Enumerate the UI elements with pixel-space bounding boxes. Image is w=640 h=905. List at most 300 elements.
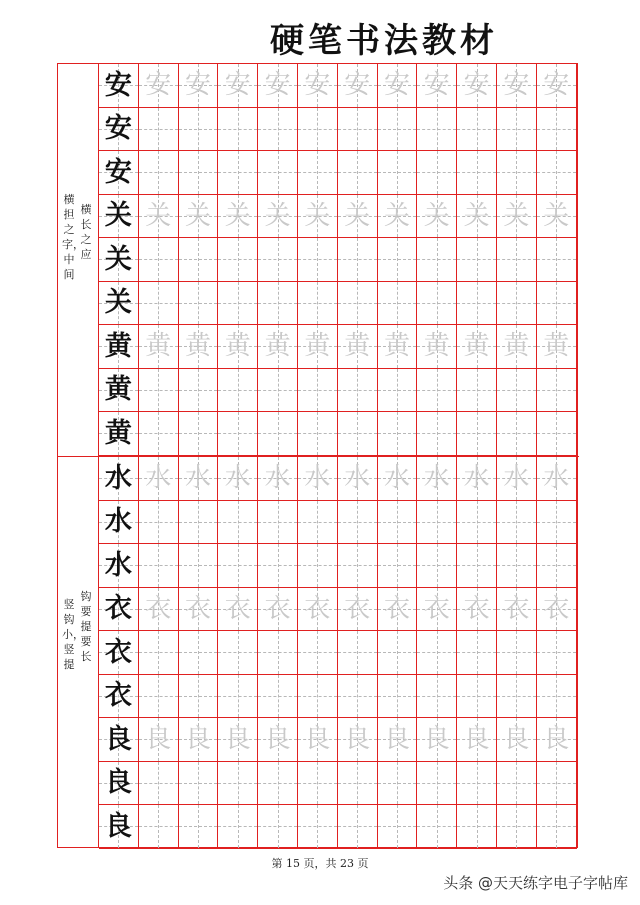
trace-character: 安 xyxy=(463,70,490,101)
practice-cell xyxy=(298,501,338,545)
model-character: 水 xyxy=(104,462,132,494)
practice-cell xyxy=(457,718,497,762)
practice-cell xyxy=(298,151,338,195)
trace-character: 良 xyxy=(543,724,570,755)
practice-cell xyxy=(378,805,418,849)
practice-cell xyxy=(497,64,537,108)
practice-cell xyxy=(457,805,497,849)
practice-cell xyxy=(338,457,378,501)
practice-cell xyxy=(497,412,537,456)
practice-cell xyxy=(537,805,577,849)
section-horizontal xyxy=(58,64,579,456)
trace-character: 关 xyxy=(503,200,530,231)
practice-cell xyxy=(378,369,418,413)
practice-cell xyxy=(417,195,457,239)
practice-cell xyxy=(139,108,179,152)
practice-cell xyxy=(258,195,298,239)
practice-cell xyxy=(258,64,298,108)
practice-cell xyxy=(497,805,537,849)
practice-cell xyxy=(417,675,457,719)
model-character: 黄 xyxy=(104,374,132,406)
trace-character: 水 xyxy=(383,463,410,494)
practice-cell xyxy=(497,325,537,369)
practice-cell xyxy=(537,588,577,632)
practice-cell xyxy=(298,631,338,675)
practice-cell xyxy=(179,805,219,849)
practice-cell xyxy=(457,369,497,413)
practice-cell xyxy=(378,195,418,239)
practice-cell xyxy=(258,588,298,632)
practice-cell xyxy=(258,151,298,195)
practice-cell xyxy=(139,64,179,108)
practice-cell xyxy=(139,805,179,849)
practice-cell xyxy=(338,151,378,195)
practice-cell xyxy=(218,325,258,369)
practice-cell xyxy=(218,282,258,326)
practice-cell xyxy=(497,238,537,282)
practice-cell xyxy=(258,762,298,806)
practice-cell xyxy=(457,631,497,675)
trace-character: 良 xyxy=(344,724,371,755)
practice-cell xyxy=(139,501,179,545)
practice-cell xyxy=(417,238,457,282)
practice-cell xyxy=(258,238,298,282)
practice-cell xyxy=(457,457,497,501)
practice-cell xyxy=(179,64,219,108)
practice-cell xyxy=(298,762,338,806)
practice-cell xyxy=(179,412,219,456)
practice-cell xyxy=(497,195,537,239)
practice-cell xyxy=(179,457,219,501)
model-character: 关 xyxy=(104,200,132,232)
practice-cell xyxy=(179,108,219,152)
practice-row xyxy=(99,805,577,849)
practice-row xyxy=(99,631,577,675)
practice-cell xyxy=(298,64,338,108)
trace-character: 衣 xyxy=(383,593,410,624)
practice-row xyxy=(99,718,577,762)
trace-character: 黄 xyxy=(463,331,490,362)
practice-row xyxy=(99,195,577,239)
note-column-right: 横长之应 xyxy=(80,203,92,261)
practice-cell xyxy=(139,544,179,588)
practice-cell xyxy=(417,412,457,456)
practice-cell xyxy=(258,544,298,588)
trace-character: 水 xyxy=(264,463,291,494)
practice-cell xyxy=(258,805,298,849)
practice-cell xyxy=(457,412,497,456)
practice-cell xyxy=(179,762,219,806)
practice-cell xyxy=(457,544,497,588)
practice-cell xyxy=(258,369,298,413)
practice-cell xyxy=(537,151,577,195)
trace-character: 良 xyxy=(423,724,450,755)
model-character-cell xyxy=(99,588,139,632)
page-title: 硬笔书法教材 xyxy=(270,21,498,61)
model-character: 良 xyxy=(104,810,132,842)
practice-cell xyxy=(139,151,179,195)
practice-cell xyxy=(537,544,577,588)
practice-cell xyxy=(537,412,577,456)
trace-character: 水 xyxy=(344,463,371,494)
practice-cell xyxy=(139,718,179,762)
practice-cell xyxy=(258,631,298,675)
section-note xyxy=(58,457,99,847)
note-column-left: 横担之字，中间 xyxy=(62,193,84,281)
practice-cell xyxy=(417,457,457,501)
practice-cell xyxy=(179,588,219,632)
practice-cell xyxy=(139,282,179,326)
trace-character: 水 xyxy=(543,463,570,494)
trace-character: 水 xyxy=(224,463,251,494)
practice-cell xyxy=(258,457,298,501)
practice-cell xyxy=(457,588,497,632)
model-character-cell xyxy=(99,195,139,239)
trace-character: 良 xyxy=(463,724,490,755)
model-character: 衣 xyxy=(104,636,132,668)
model-character: 安 xyxy=(104,69,132,101)
model-character: 关 xyxy=(104,287,132,319)
practice-cell xyxy=(378,501,418,545)
practice-cell xyxy=(537,501,577,545)
trace-character: 衣 xyxy=(503,593,530,624)
trace-character: 安 xyxy=(145,70,172,101)
practice-cell xyxy=(139,325,179,369)
trace-character: 黄 xyxy=(264,331,291,362)
practice-row xyxy=(99,108,577,152)
trace-character: 良 xyxy=(304,724,331,755)
practice-cell xyxy=(497,718,537,762)
practice-grid xyxy=(99,457,577,847)
practice-cell xyxy=(497,588,537,632)
model-character-cell xyxy=(99,631,139,675)
practice-cell xyxy=(218,544,258,588)
trace-character: 良 xyxy=(264,724,291,755)
practice-cell xyxy=(497,544,537,588)
practice-cell xyxy=(457,151,497,195)
practice-cell xyxy=(139,369,179,413)
practice-cell xyxy=(417,151,457,195)
practice-cell xyxy=(497,675,537,719)
practice-cell xyxy=(179,544,219,588)
practice-cell xyxy=(338,675,378,719)
practice-cell xyxy=(338,718,378,762)
practice-row xyxy=(99,762,577,806)
trace-character: 黄 xyxy=(184,331,211,362)
practice-cell xyxy=(218,675,258,719)
trace-character: 黄 xyxy=(543,331,570,362)
practice-cell xyxy=(378,588,418,632)
trace-character: 黄 xyxy=(304,331,331,362)
practice-cell xyxy=(497,369,537,413)
practice-cell xyxy=(537,457,577,501)
practice-cell xyxy=(179,282,219,326)
practice-cell xyxy=(537,238,577,282)
practice-cell xyxy=(537,718,577,762)
model-character: 水 xyxy=(104,549,132,581)
practice-cell xyxy=(298,544,338,588)
practice-cell xyxy=(417,631,457,675)
trace-character: 安 xyxy=(503,70,530,101)
practice-cell xyxy=(378,675,418,719)
practice-cell xyxy=(298,195,338,239)
trace-character: 安 xyxy=(543,70,570,101)
practice-cell xyxy=(338,238,378,282)
trace-character: 关 xyxy=(145,200,172,231)
practice-cell xyxy=(338,325,378,369)
trace-character: 关 xyxy=(543,200,570,231)
practice-cell xyxy=(179,631,219,675)
practice-cell xyxy=(338,64,378,108)
practice-cell xyxy=(537,64,577,108)
practice-cell xyxy=(537,631,577,675)
practice-cell xyxy=(179,325,219,369)
trace-character: 水 xyxy=(503,463,530,494)
practice-cell xyxy=(537,325,577,369)
practice-row xyxy=(99,369,577,413)
practice-cell xyxy=(258,718,298,762)
trace-character: 关 xyxy=(383,200,410,231)
practice-row xyxy=(99,544,577,588)
practice-cell xyxy=(298,457,338,501)
practice-cell xyxy=(378,238,418,282)
practice-cell xyxy=(218,588,258,632)
practice-cell xyxy=(417,544,457,588)
practice-cell xyxy=(378,762,418,806)
practice-cell xyxy=(537,675,577,719)
model-character-cell xyxy=(99,805,139,849)
practice-cell xyxy=(139,588,179,632)
practice-cell xyxy=(179,369,219,413)
practice-cell xyxy=(179,238,219,282)
practice-cell xyxy=(298,369,338,413)
model-character-cell xyxy=(99,108,139,152)
trace-character: 黄 xyxy=(145,331,172,362)
practice-cell xyxy=(139,762,179,806)
practice-cell xyxy=(537,195,577,239)
practice-cell xyxy=(497,282,537,326)
practice-cell xyxy=(218,64,258,108)
trace-character: 衣 xyxy=(224,593,251,624)
trace-character: 安 xyxy=(264,70,291,101)
practice-cell xyxy=(218,718,258,762)
practice-cell xyxy=(378,631,418,675)
trace-character: 黄 xyxy=(423,331,450,362)
trace-character: 水 xyxy=(423,463,450,494)
practice-cell xyxy=(457,282,497,326)
trace-character: 黄 xyxy=(344,331,371,362)
note-column-left: 竖钩小，竖提 xyxy=(62,598,84,671)
practice-cell xyxy=(537,762,577,806)
trace-character: 黄 xyxy=(224,331,251,362)
practice-cell xyxy=(338,762,378,806)
trace-character: 衣 xyxy=(264,593,291,624)
practice-cell xyxy=(258,412,298,456)
model-character-cell xyxy=(99,412,139,456)
practice-cell xyxy=(497,631,537,675)
trace-character: 关 xyxy=(264,200,291,231)
trace-character: 安 xyxy=(184,70,211,101)
practice-cell xyxy=(338,805,378,849)
trace-character: 良 xyxy=(503,724,530,755)
trace-character: 关 xyxy=(463,200,490,231)
practice-cell xyxy=(417,501,457,545)
practice-cell xyxy=(338,588,378,632)
model-character-cell xyxy=(99,64,139,108)
practice-cell xyxy=(258,501,298,545)
trace-character: 良 xyxy=(383,724,410,755)
model-character-cell xyxy=(99,718,139,762)
practice-cell xyxy=(338,631,378,675)
model-character: 安 xyxy=(104,156,132,188)
practice-cell xyxy=(298,588,338,632)
practice-cell xyxy=(298,805,338,849)
practice-row xyxy=(99,238,577,282)
model-character-cell xyxy=(99,762,139,806)
model-character-cell xyxy=(99,544,139,588)
trace-character: 关 xyxy=(304,200,331,231)
practice-cell xyxy=(258,325,298,369)
practice-cell xyxy=(537,369,577,413)
model-character-cell xyxy=(99,457,139,501)
practice-cell xyxy=(417,805,457,849)
practice-cell xyxy=(378,412,418,456)
practice-row xyxy=(99,412,577,456)
model-character-cell xyxy=(99,151,139,195)
practice-cell xyxy=(378,151,418,195)
practice-cell xyxy=(338,195,378,239)
practice-cell xyxy=(378,457,418,501)
practice-row xyxy=(99,588,577,632)
practice-row xyxy=(99,282,577,326)
practice-row xyxy=(99,457,577,501)
model-character: 安 xyxy=(104,113,132,145)
practice-cell xyxy=(497,501,537,545)
trace-character: 衣 xyxy=(344,593,371,624)
practice-cell xyxy=(218,195,258,239)
practice-row xyxy=(99,675,577,719)
trace-character: 衣 xyxy=(184,593,211,624)
practice-cell xyxy=(417,588,457,632)
practice-cell xyxy=(417,108,457,152)
model-character-cell xyxy=(99,282,139,326)
practice-cell xyxy=(537,108,577,152)
practice-cell xyxy=(298,325,338,369)
practice-cell xyxy=(298,238,338,282)
practice-cell xyxy=(338,501,378,545)
trace-character: 关 xyxy=(224,200,251,231)
trace-character: 黄 xyxy=(383,331,410,362)
practice-cell xyxy=(139,412,179,456)
practice-cell xyxy=(179,151,219,195)
practice-row xyxy=(99,501,577,545)
practice-cell xyxy=(258,675,298,719)
practice-sheet xyxy=(57,63,578,848)
practice-cell xyxy=(179,195,219,239)
model-character: 良 xyxy=(104,723,132,755)
practice-cell xyxy=(218,501,258,545)
practice-cell xyxy=(378,282,418,326)
practice-cell xyxy=(338,108,378,152)
trace-character: 水 xyxy=(184,463,211,494)
practice-cell xyxy=(218,369,258,413)
practice-cell xyxy=(497,762,537,806)
practice-cell xyxy=(457,501,497,545)
practice-cell xyxy=(139,675,179,719)
trace-character: 良 xyxy=(145,724,172,755)
practice-cell xyxy=(457,195,497,239)
model-character: 关 xyxy=(104,243,132,275)
practice-grid xyxy=(99,64,577,456)
model-character-cell xyxy=(99,675,139,719)
practice-cell xyxy=(139,457,179,501)
practice-cell xyxy=(497,151,537,195)
practice-cell xyxy=(298,675,338,719)
practice-cell xyxy=(218,412,258,456)
practice-cell xyxy=(378,325,418,369)
trace-character: 安 xyxy=(383,70,410,101)
practice-cell xyxy=(218,108,258,152)
trace-character: 良 xyxy=(224,724,251,755)
practice-cell xyxy=(457,64,497,108)
practice-cell xyxy=(218,631,258,675)
practice-cell xyxy=(378,544,418,588)
model-character: 衣 xyxy=(104,680,132,712)
practice-cell xyxy=(417,325,457,369)
model-character: 黄 xyxy=(104,330,132,362)
practice-cell xyxy=(179,501,219,545)
practice-cell xyxy=(378,64,418,108)
trace-character: 黄 xyxy=(503,331,530,362)
trace-character: 衣 xyxy=(463,593,490,624)
practice-cell xyxy=(457,108,497,152)
practice-cell xyxy=(497,108,537,152)
trace-character: 衣 xyxy=(304,593,331,624)
trace-character: 水 xyxy=(145,463,172,494)
trace-character: 良 xyxy=(184,724,211,755)
practice-cell xyxy=(298,108,338,152)
trace-character: 水 xyxy=(304,463,331,494)
model-character: 黄 xyxy=(104,417,132,449)
model-character-cell xyxy=(99,238,139,282)
practice-cell xyxy=(457,762,497,806)
model-character: 衣 xyxy=(104,593,132,625)
trace-character: 关 xyxy=(344,200,371,231)
trace-character: 衣 xyxy=(423,593,450,624)
practice-cell xyxy=(338,282,378,326)
practice-cell xyxy=(457,675,497,719)
trace-character: 安 xyxy=(304,70,331,101)
practice-cell xyxy=(378,108,418,152)
page-number: 第 15 页，共 23 页 xyxy=(271,857,369,870)
practice-cell xyxy=(298,718,338,762)
section-vertical-hook xyxy=(58,456,579,847)
practice-cell xyxy=(139,238,179,282)
note-column-right: 钩要提要长 xyxy=(80,590,92,663)
practice-cell xyxy=(338,369,378,413)
practice-cell xyxy=(139,631,179,675)
model-character: 水 xyxy=(104,506,132,538)
practice-cell xyxy=(457,325,497,369)
trace-character: 安 xyxy=(224,70,251,101)
practice-row xyxy=(99,325,577,369)
practice-cell xyxy=(218,238,258,282)
practice-row xyxy=(99,151,577,195)
practice-cell xyxy=(417,369,457,413)
practice-cell xyxy=(537,282,577,326)
practice-cell xyxy=(378,718,418,762)
trace-character: 衣 xyxy=(145,593,172,624)
